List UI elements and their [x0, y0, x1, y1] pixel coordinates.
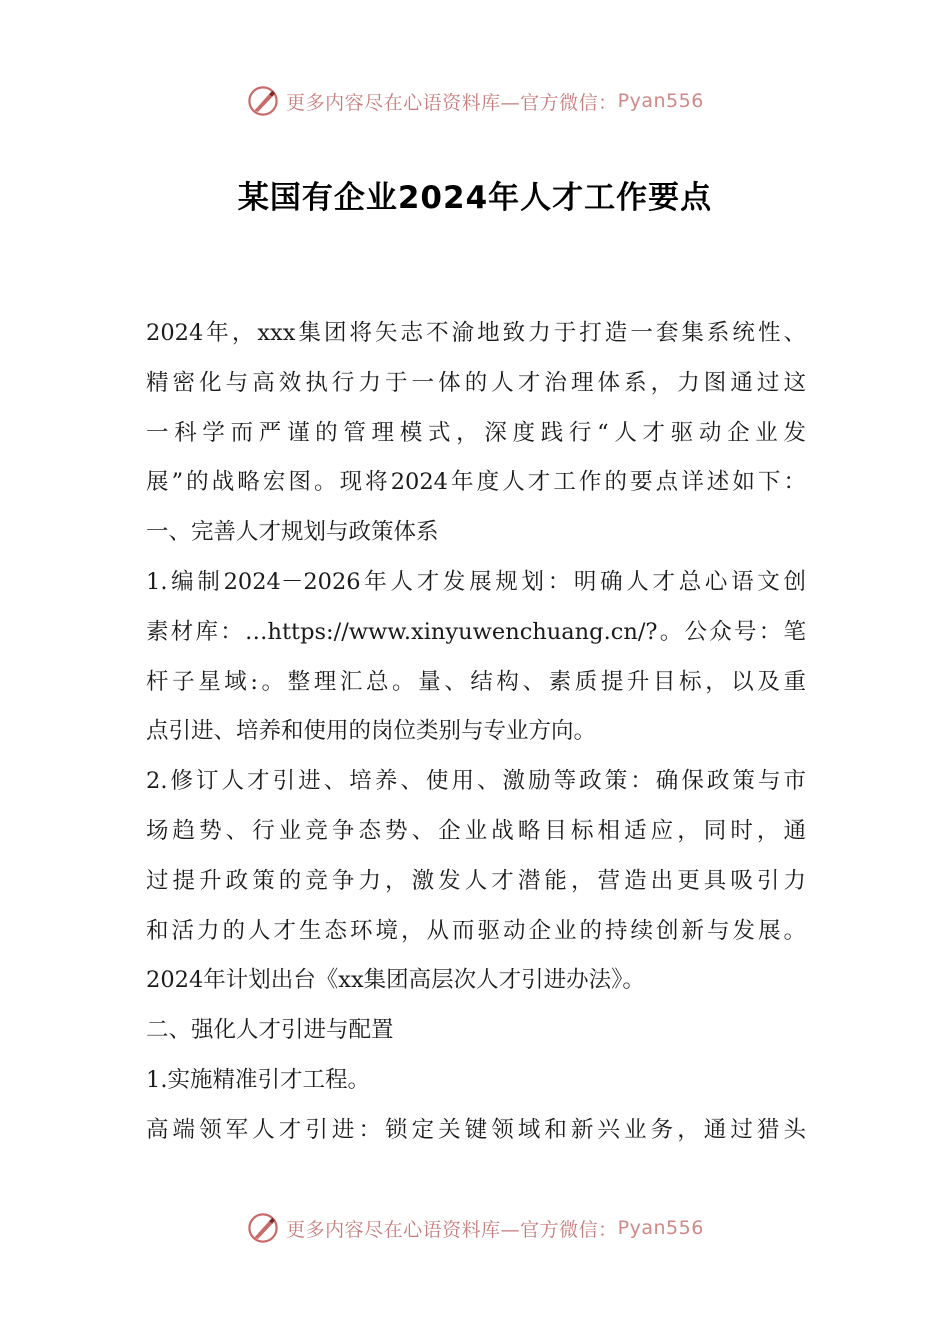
watermark-wechat-id: Pyan556 — [617, 1217, 704, 1239]
text-line: 2.修订人才引进、培养、使用、激励等政策：确保政策与市 — [146, 768, 806, 795]
text-line: 场趋势、行业竞争态势、企业战略目标相适应，同时，通 — [146, 817, 806, 844]
text-line: 点引进、培养和使用的岗位类别与专业方向。 — [146, 718, 597, 745]
text-line: 精密化与高效执行力于一体的人才治理体系，力图通过这 — [146, 369, 806, 396]
text-line: 过提升政策的竞争力，激发人才潜能，营造出更具吸引力 — [146, 867, 806, 894]
text-line: 一、完善人才规划与政策体系 — [146, 519, 439, 546]
text-line: 素材库：…https://www.xinyuwenchuang.cn/?。公众号：笔 — [146, 618, 806, 645]
document-body — [146, 309, 806, 1156]
text-line: 一科学而严谨的管理模式，深度践行“人才驱动企业发 — [146, 419, 806, 446]
watermark-wechat-id: Pyan556 — [617, 90, 704, 112]
text-line: 2024年，xxx集团将矢志不渝地致力于打造一套集系统性、 — [146, 320, 806, 346]
text-line: 和活力的人才生态环境，从而驱动企业的持续创新与发展。 — [146, 917, 806, 944]
watermark-text: 更多内容尽在心语资料库—官方微信： — [286, 1218, 618, 1241]
document-title: 某国有企业2024年人才工作要点 — [237, 180, 713, 216]
watermark-footer — [0, 1211, 950, 1245]
watermark-text: 更多内容尽在心语资料库—官方微信： — [286, 91, 618, 114]
text-line: 二、强化人才引进与配置 — [146, 1017, 394, 1044]
text-line: 高端领军人才引进：锁定关键领域和新兴业务，通过猎头 — [146, 1116, 806, 1143]
pen-nib-logo-icon — [246, 1211, 280, 1245]
pen-nib-logo-icon — [246, 84, 280, 118]
text-line: 展”的战略宏图。现将2024年度人才工作的要点详述如下： — [146, 469, 806, 496]
text-line: 杆子星域:。整理汇总。量、结构、素质提升目标，以及重 — [146, 668, 806, 695]
text-line: 1.编制2024－2026年人才发展规划：明确人才总心语文创 — [146, 568, 806, 595]
watermark-header — [0, 84, 950, 118]
text-line: 2024年计划出台《xx集团高层次人才引进办法》。 — [146, 967, 645, 994]
text-line: 1.实施精准引才工程。 — [146, 1066, 370, 1093]
